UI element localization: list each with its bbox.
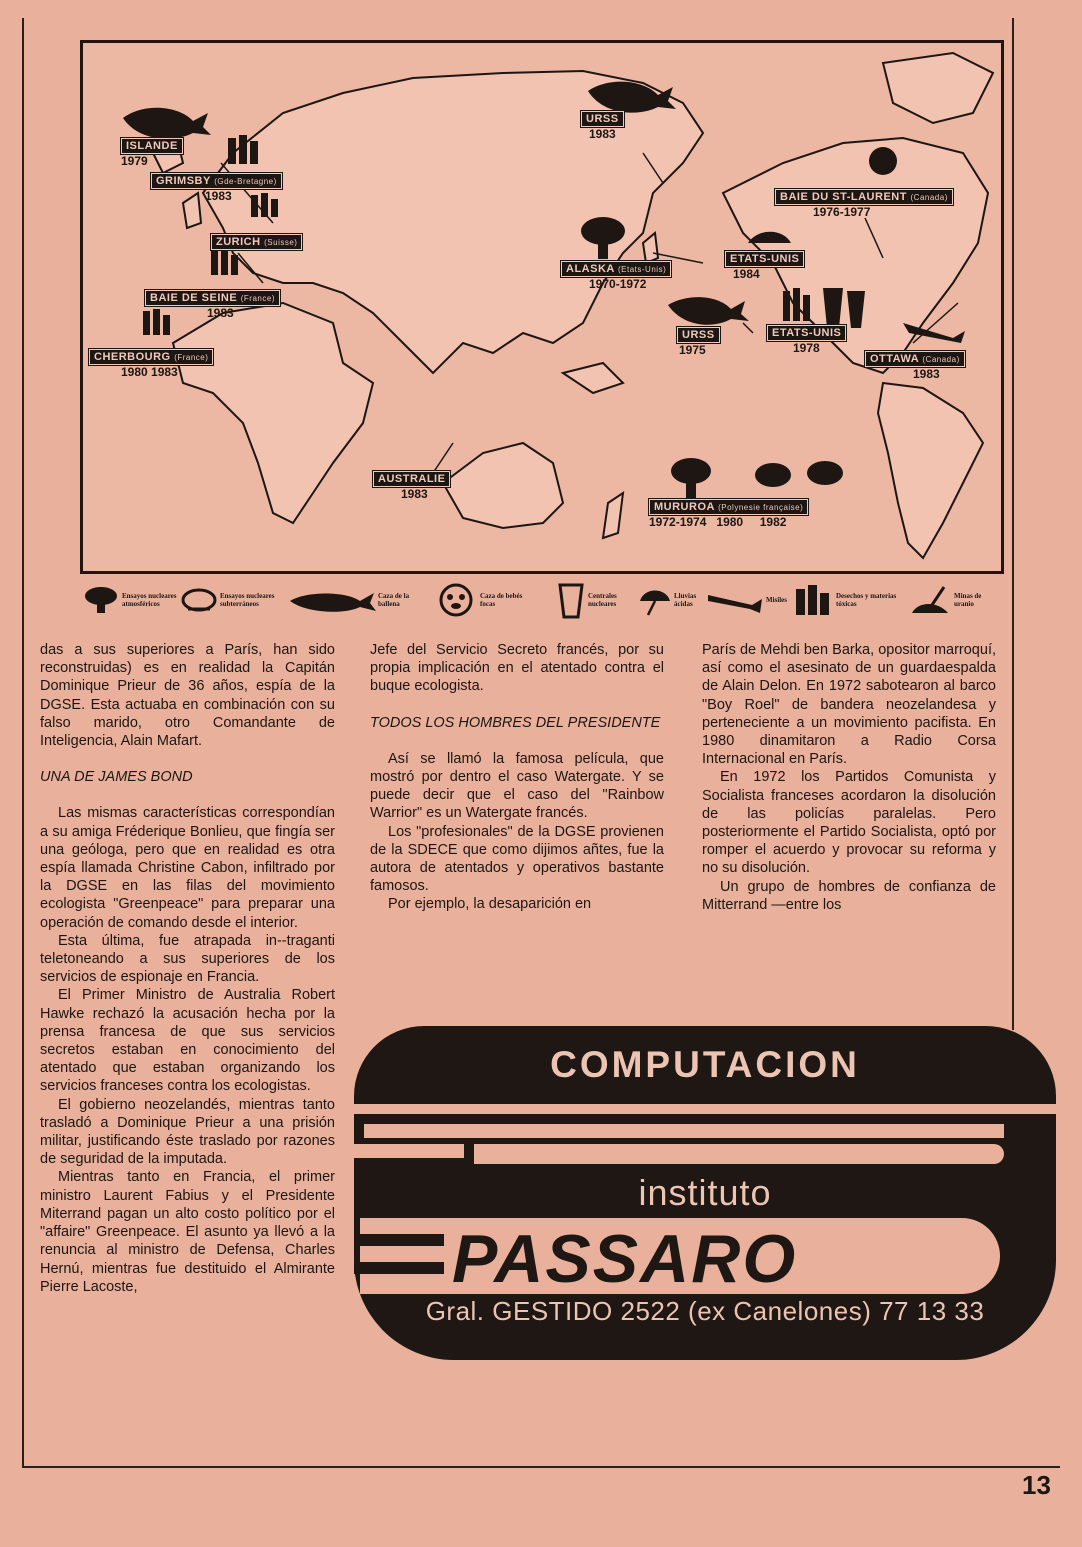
map-year-grimsby: 1983	[205, 189, 232, 203]
legend-item: Ensayos nucleares atmosféricos	[82, 580, 180, 620]
article-column-1	[40, 641, 335, 1296]
legend-item: Ensayos nucleares subterráneos	[180, 580, 278, 620]
map-year-st-laurent: 1976-1977	[813, 205, 871, 219]
map-label-mururoa: MURUROA (Polynesie française)	[649, 499, 808, 515]
map-label-etats-unis-1978: ETATS-UNIS	[767, 325, 846, 341]
map-year-etats-unis-1984: 1984	[733, 267, 760, 281]
frame-bottom-rule	[22, 1466, 1060, 1468]
map-year-baie-de-seine: 1983	[207, 306, 234, 320]
map-year-cherbourg: 1980 1983	[121, 365, 178, 379]
legend-item: Minas de uranio	[908, 580, 994, 620]
article-column-2	[370, 641, 664, 914]
map-label-baie-de-seine: BAIE DE SEINE (France)	[145, 290, 280, 306]
ad-stripe	[474, 1144, 1004, 1164]
map-year-ottawa: 1983	[913, 367, 940, 381]
ad-address: Gral. GESTIDO 2522 (ex Canelones) 77 13 33	[425, 1296, 985, 1326]
missile-icon	[706, 585, 764, 615]
map-label-grimsby: GRIMSBY (Gde-Bretagne)	[151, 173, 282, 189]
paragraph: En 1972 los Partidos Comunista y Socialista franceses acordaron la disolución de las policías paralelas. Pero posteriormente el Partido Socialista, optó por romper el acuerdo y provocar su reforma y no su disolución.	[702, 769, 996, 877]
paragraph: Las mismas características correspondían a su amiga Fréderique Bonlieu, que fingía ser una geóloga, pero que en realidad es otra espía llamada Christine Cabon, infiltrado por la DGSE en las filas del movimiento ecologista "Greenpeace" para preparar una operación de comando desde el interior.	[40, 805, 335, 931]
cooling-tower-icon	[556, 581, 586, 619]
map-label-islande: ISLANDE	[121, 138, 183, 154]
mine-icon	[908, 583, 952, 617]
map-year-etats-unis-1978: 1978	[793, 341, 820, 355]
legend-item: Lluvias ácidas	[638, 580, 708, 620]
map-label-alaska: ALASKA (Etats-Unis)	[561, 261, 671, 277]
advertisement	[354, 1026, 1056, 1360]
paragraph: das a sus superiores a París, han sido reconstruidas) es en realidad la Capitán Dominique Prieur de 36 años, espía de la DGSE. Esta actuaba en combinación con su falso marido, otro Comandante de Inteligencia, Alain Mafart.	[40, 642, 335, 750]
map-label-urss-1983: URSS	[581, 111, 624, 127]
map-label-ottawa: OTTAWA (Canada)	[865, 351, 965, 367]
ad-title: COMPUTACION	[550, 1044, 860, 1085]
map-year-australie: 1983	[401, 487, 428, 501]
ad-subtitle: instituto	[638, 1172, 772, 1213]
map-label-zurich: ZURICH (Suisse)	[211, 234, 302, 250]
paragraph: Esta última, fue atrapada in--traganti teletoneando a sus superiores de los servicios de espionaje en Francia.	[40, 932, 335, 986]
ad-stripe	[354, 1144, 464, 1158]
barrels-icon	[794, 583, 834, 617]
paragraph: El gobierno neozelandés, mientras tanto trasladó a Dominique Prieur a una prisión militar, justificando éste traslado por razones de seguridad de la imputada.	[40, 1096, 335, 1168]
legend-item: Caza de bebés focas	[434, 580, 524, 620]
legend-item: Centrales nucleares	[556, 580, 632, 620]
paragraph: Los "profesionales" de la DGSE provienen de la SDECE que como dijimos añtes, fue la autora de atentados y operativos bastante famosos.	[370, 823, 664, 895]
paragraph: Por ejemplo, la desaparición en	[388, 896, 592, 913]
map-year-mururoa: 1972-1974 1980 1982	[649, 515, 787, 529]
paragraph: París de Mehdi ben Barka, opositor marroquí, así como el asesinato de un guardaespalda de Alain Delon. En 1972 sabotearon al barco "Boy Roel" de bandera neozelandesa y perteneciente a un movimiento pacifista. En 1980 dinamitaron a Radio Corsa Internacional en París.	[702, 642, 996, 768]
article-column-3	[702, 641, 996, 914]
ad-stripe	[354, 1234, 444, 1246]
underground-test-icon	[180, 585, 218, 615]
map-year-islande: 1979	[121, 154, 148, 168]
paragraph: Jefe del Servicio Secreto francés, por su propia implicación en el atentado contra el buque ecologista.	[370, 642, 664, 695]
ad-stripe	[364, 1124, 1004, 1138]
ad-stripe	[354, 1262, 444, 1274]
paragraph: El Primer Ministro de Australia Robert Hawke rechazó la acusación hecha por la prensa francesa de que sus servicios secretos estaban en conocimiento del atentado que estaban organizando los servicios franceses contra los ecologistas.	[40, 987, 335, 1095]
umbrella-icon	[638, 583, 672, 617]
map-year-alaska: 1970-1972	[589, 277, 647, 291]
legend-item: Misiles	[706, 580, 796, 620]
ad-stripe	[354, 1104, 1056, 1114]
legend-item: Desechos y materias tóxicas	[794, 580, 900, 620]
map-year-urss-1983: 1983	[589, 127, 616, 141]
legend-item: Caza de la ballena	[286, 580, 418, 620]
map-label-etats-unis-1984: ETATS-UNIS	[725, 251, 804, 267]
world-map	[80, 40, 1004, 574]
map-year-urss-1975: 1975	[679, 343, 706, 357]
map-label-urss-1975: URSS	[677, 327, 720, 343]
paragraph: Un grupo de hombres de confianza de Mitterrand —entre los	[702, 878, 996, 913]
frame-divider	[1012, 18, 1014, 1030]
paragraph: Así se llamó la famosa película, que mostró por dentro el caso Watergate. Y se puede decir que el caso del "Rainbow Warrior" es un Watergate francés.	[370, 750, 664, 822]
ad-brand-name: PASSARO	[452, 1221, 798, 1297]
mushroom-cloud-icon	[82, 585, 120, 615]
paragraph: Mientras tanto en Francia, el primer ministro Laurent Fabius y el Presidente Miterrand pagan un alto costo político por el "affaire" Greenpeace. El asunto ya llevó a la renuncia al ministro de Defensa, Charles Hernú, mientras fue destituido el Almirante Pierre Lacoste,	[40, 1169, 335, 1295]
seal-icon	[434, 582, 478, 618]
map-label-cherbourg: CHERBOURG (France)	[89, 349, 213, 365]
map-label-australie: AUSTRALIE	[373, 471, 450, 487]
whale-icon	[286, 585, 376, 615]
map-label-st-laurent: BAIE DU ST-LAURENT (Canada)	[775, 189, 953, 205]
page-number: 13	[1022, 1470, 1051, 1500]
section-heading: TODOS LOS HOMBRES DEL PRESIDENTE	[370, 714, 661, 731]
section-heading: UNA DE JAMES BOND	[40, 769, 193, 786]
map-legend	[82, 580, 1002, 620]
